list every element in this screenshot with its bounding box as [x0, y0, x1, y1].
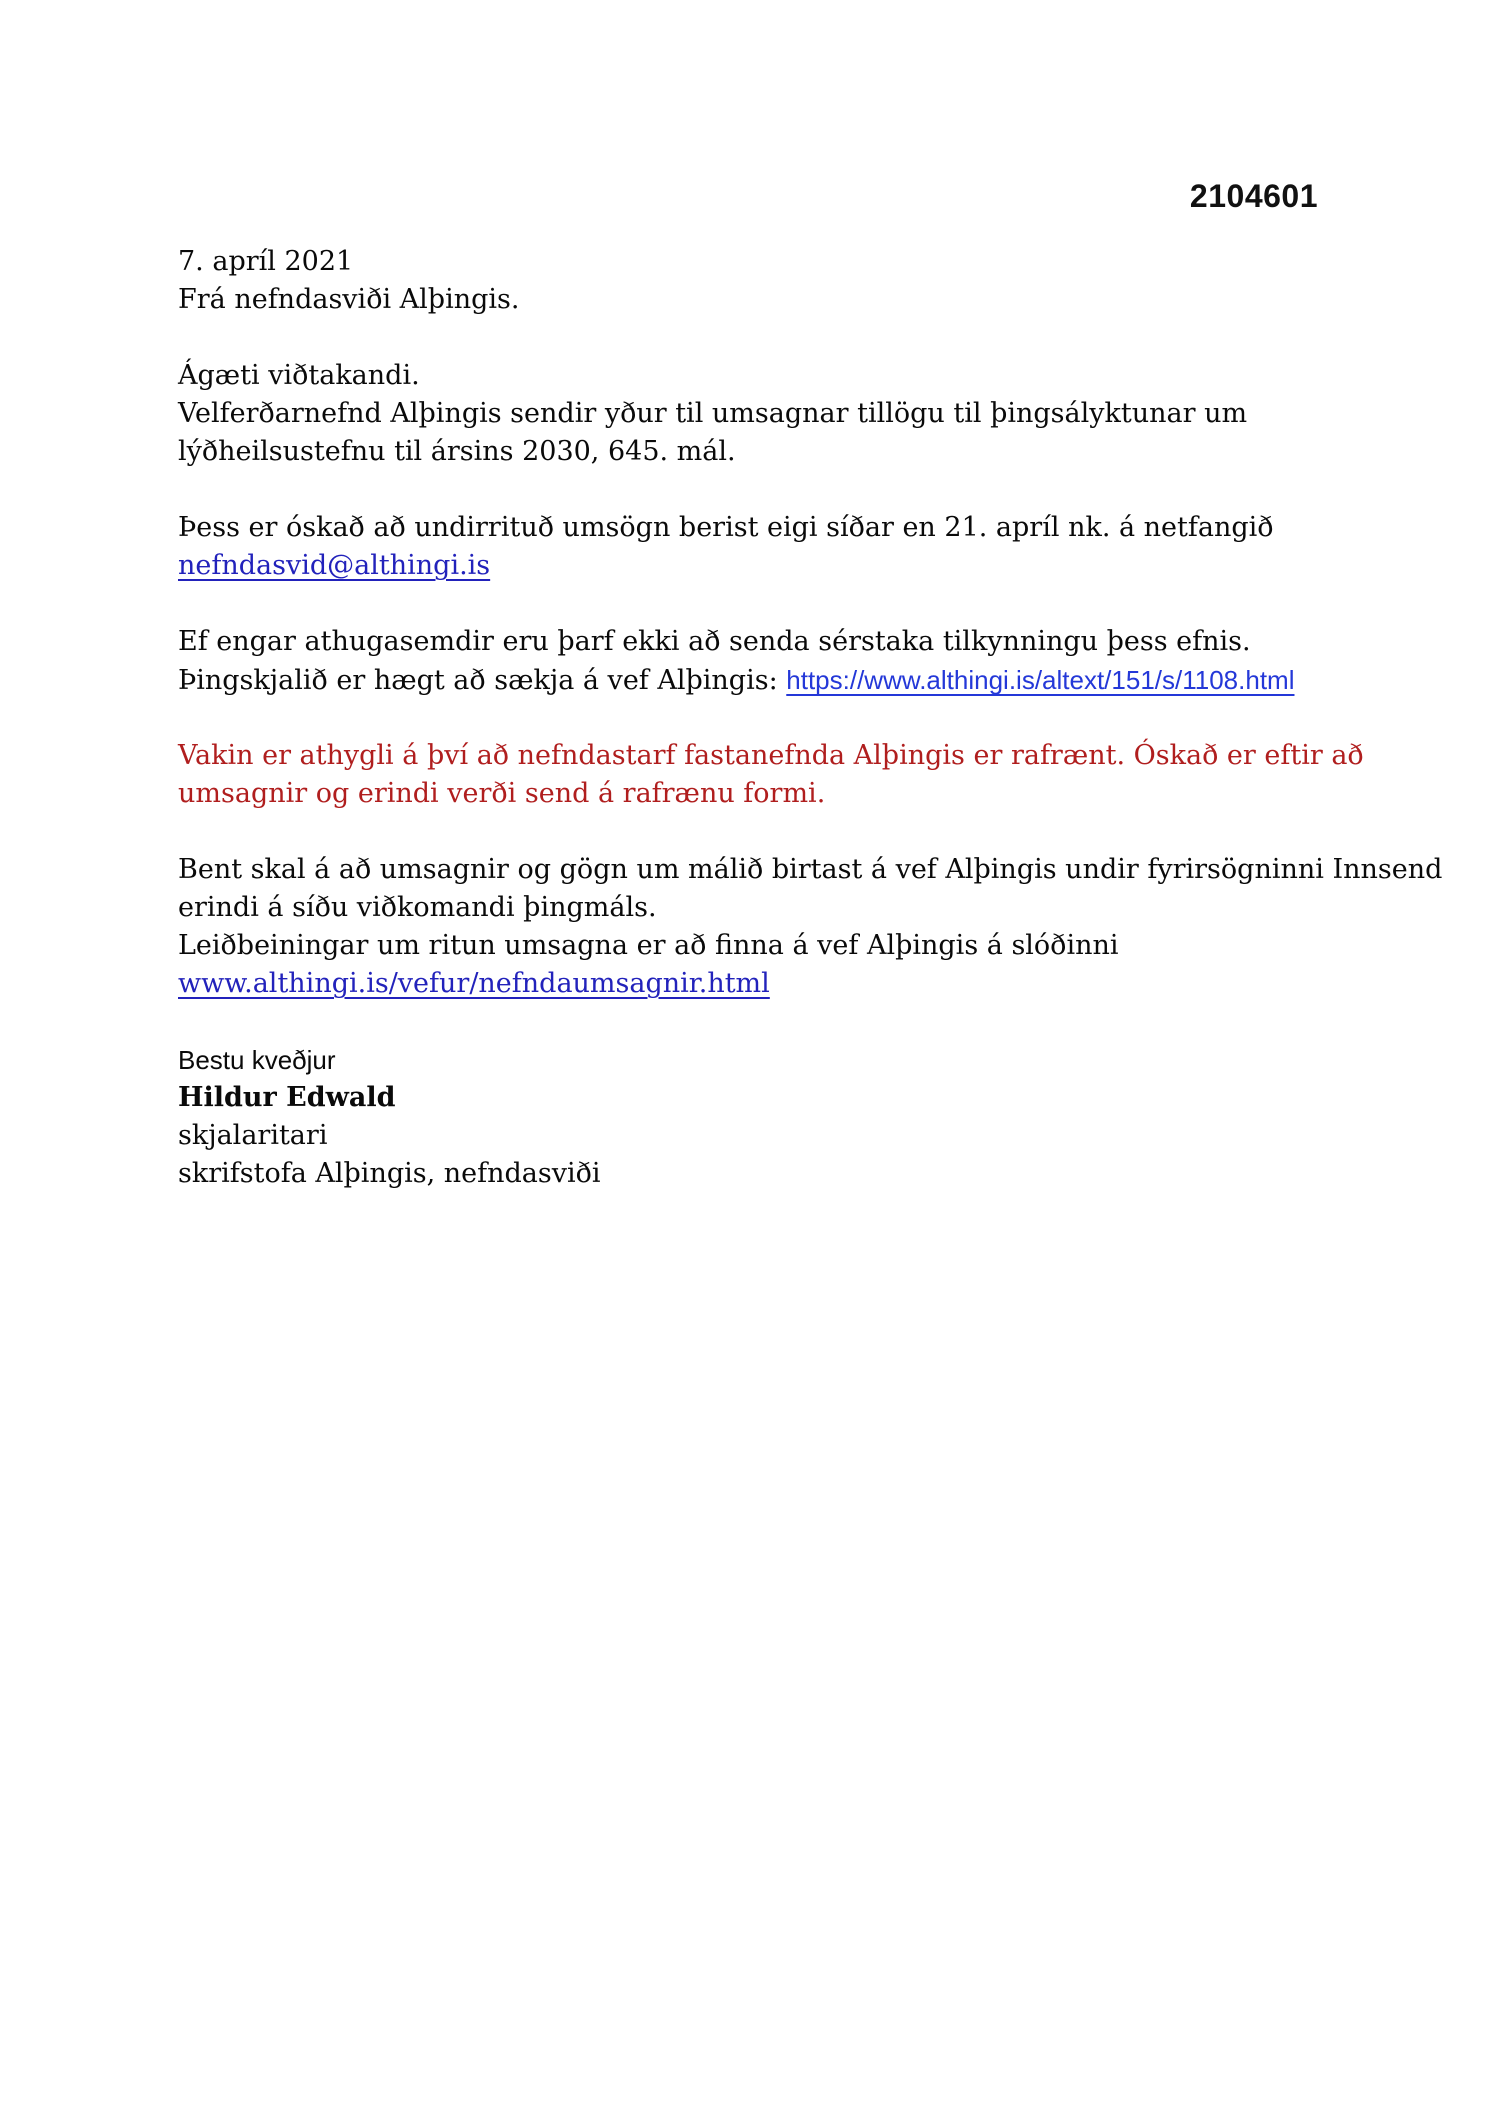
text-line: [178, 1117, 1418, 1155]
text-segment: Þess er óskað að undirrituð umsögn berist eigi síðar en 21. apríl nk. á netfangið: [178, 512, 1274, 543]
text-line: [178, 661, 1418, 699]
text-segment: Vakin er athygli á því að nefndastarf fastanefnda Alþingis er rafrænt. Óskað er eftir að: [178, 740, 1364, 771]
paragraph-date-sender: [178, 243, 1418, 319]
document-number: 2104601: [1189, 178, 1318, 214]
text-line: [178, 509, 1418, 547]
paragraph-deadline: [178, 509, 1418, 585]
text-segment: Ágæti viðtakandi.: [178, 360, 420, 391]
text-line: [178, 281, 1418, 319]
text-segment: Velferðarnefnd Alþingis sendir yður til umsagnar tillögu til þingsályktunar um: [178, 398, 1248, 429]
text-line: [178, 1155, 1418, 1193]
email-link[interactable]: nefndasvid@althingi.is: [178, 550, 491, 581]
paragraph-guidelines: [178, 851, 1443, 1003]
text-segment: Hildur Edwald: [178, 1082, 396, 1113]
paragraph-document-link: [178, 623, 1418, 699]
text-segment: Frá nefndasviði Alþingis.: [178, 284, 520, 315]
text-segment: Bestu kveðjur: [178, 1045, 336, 1075]
letter-body: [178, 243, 1443, 1193]
text-segment: Ef engar athugasemdir eru þarf ekki að senda sérstaka tilkynningu þess efnis.: [178, 626, 1251, 657]
text-line: [178, 965, 1418, 1003]
leidbeiningar-url-link[interactable]: www.althingi.is/vefur/nefndaumsagnir.html: [178, 968, 770, 999]
text-line: [178, 927, 1418, 965]
text-line: [178, 1041, 1418, 1079]
text-segment: skjalaritari: [178, 1120, 328, 1151]
text-line: [178, 243, 1418, 281]
text-segment: Þingskjalið er hægt að sækja á vef Alþingis:: [178, 665, 787, 696]
text-segment: 7. apríl 2021: [178, 246, 354, 277]
text-line: [178, 775, 1418, 813]
text-segment: erindi á síðu viðkomandi þingmáls.: [178, 892, 657, 923]
text-segment: Bent skal á að umsagnir og gögn um málið birtast á vef Alþingis undir fyrirsögninni Innsend: [178, 854, 1443, 885]
paragraph-greeting: [178, 357, 1418, 471]
text-line: [178, 623, 1418, 661]
paragraph-notice-red: [178, 737, 1418, 813]
text-line: [178, 357, 1418, 395]
text-segment: skrifstofa Alþingis, nefndasviði: [178, 1158, 601, 1189]
text-segment: Leiðbeiningar um ritun umsagna er að finna á vef Alþingis á slóðinni: [178, 930, 1119, 961]
text-line: [178, 433, 1418, 471]
paragraph-signature: [178, 1041, 1418, 1193]
text-line: [178, 851, 1443, 889]
thingskjal-url-link[interactable]: https://www.althingi.is/altext/151/s/1108.html: [786, 665, 1295, 695]
text-line: [178, 547, 1418, 585]
text-segment: lýðheilsustefnu til ársins 2030, 645. mál.: [178, 436, 736, 467]
text-line: [178, 889, 1418, 927]
text-line: [178, 737, 1418, 775]
text-line: [178, 395, 1418, 433]
text-line: [178, 1079, 1418, 1117]
text-segment: umsagnir og erindi verði send á rafrænu formi.: [178, 778, 826, 809]
